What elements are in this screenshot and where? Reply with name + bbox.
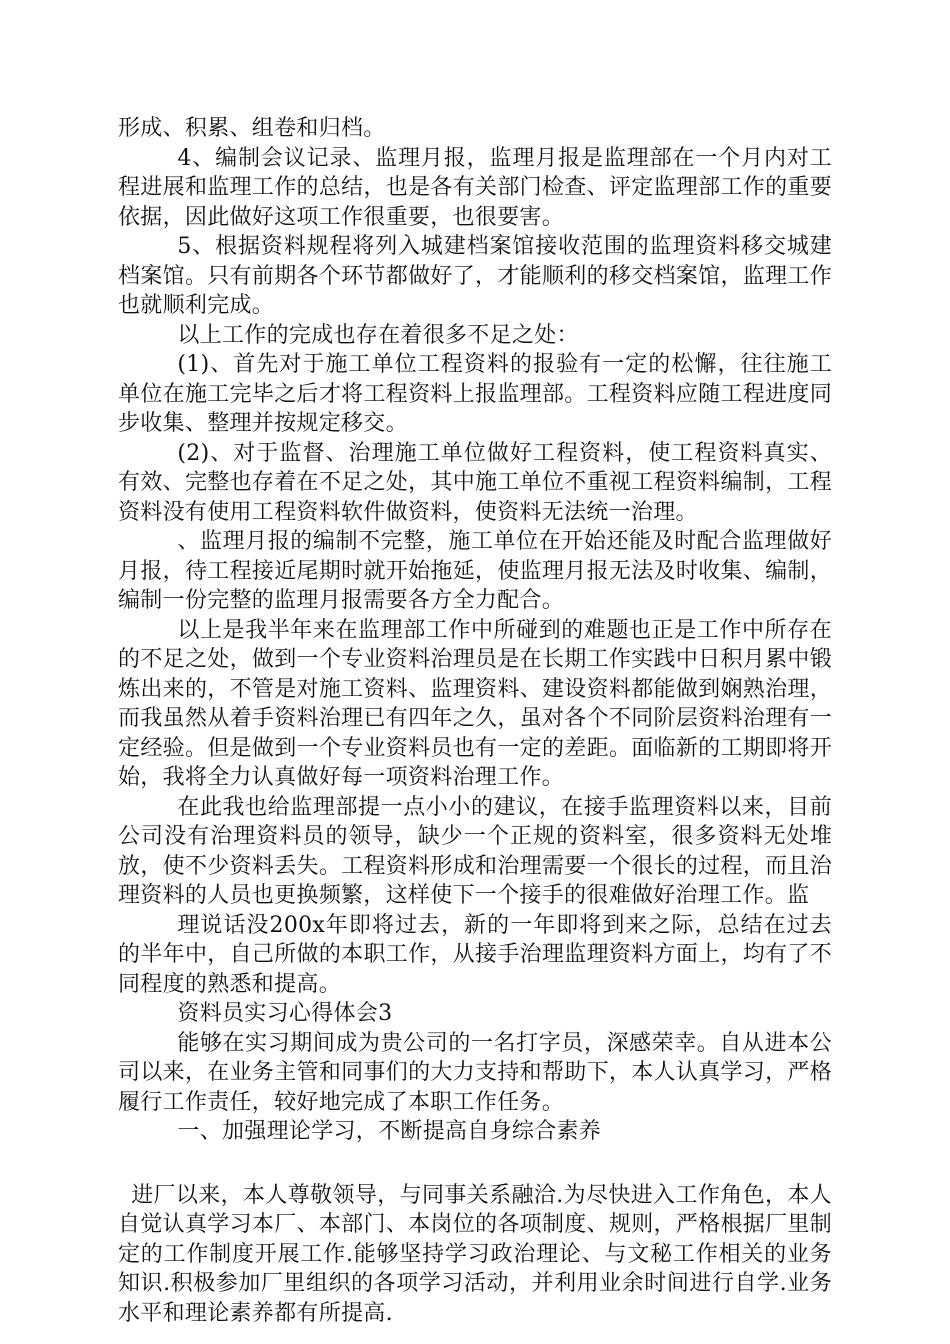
paragraph-monthly-report: 4、编制会议记录、监理月报，监理月报是监理部在一个月内对工程进展和监理工作的总结，也是各有关部门检查、评定监理部工作的重要依据，因此做好这项工作很重要，也很要害。	[118, 145, 832, 230]
paragraph-factory-work: 进厂以来，本人尊敬领导，与同事关系融洽.为尽快进入工作角色，本人自觉认真学习本厂、本部门、本岗位的各项制度、规则，严格根据厂里制定的工作制度开展工作.能够坚持学习政治理论、与文秘工作相关的业务知识.积极参加厂里组织的各项学习活动，并利用业余时间进行自学.业务水平和理论素养都有所提高.	[118, 1182, 832, 1326]
paragraph-shortcoming-3: 、监理月报的编制不完整，施工单位在开始还能及时配合监理做好月报，待工程接近尾期时就开始拖延，使监理月报无法及时收集、编制，编制一份完整的监理月报需要各方全力配合。	[118, 529, 832, 613]
paragraph-shortcoming-2: (2)、对于监督、治理施工单位做好工程资料，使工程资料真实、有效、完整也存着在不足之处，其中施工单位不重视工程资料编制，工程资料没有使用工程资料软件做资料，使资料无法统一治理。	[118, 440, 832, 525]
document-page	[118, 114, 832, 1328]
paragraph-shortcomings-intro: 以上工作的完成也存在着很多不足之处：	[177, 322, 579, 348]
paragraph-internship-intro: 能够在实习期间成为贵公司的一名打字员，深感荣幸。自从进本公司以来，在业务主管和同事们的大力支持和帮助下，本人认真学习，严格履行工作责任，较好地完成了本职工作任务。	[118, 1030, 832, 1115]
blank-line	[118, 1147, 832, 1181]
paragraph-summary: 理说话没200x年即将过去，新的一年即将到来之际，总结在过去的半年中，自己所做的本职工作，从接手治理监理资料方面上，均有了不同程度的熟悉和提高。	[118, 912, 832, 997]
paragraph-reflection: 以上是我半年来在监理部工作中所碰到的难题也正是工作中所存在的不足之处，做到一个专业资料治理员是在长期工作实践中日积月累中锻炼出来的，不管是对施工资料、监理资料、建设资料都能做到娴熟治理，而我虽然从着手资料治理已有四年之久，虽对各个不同阶层资料治理有一定经验。但是做到一个专业资料员也有一定的差距。面临新的工期即将开始，我将全力认真做好每一项资料治理工作。	[118, 617, 832, 790]
paragraph-shortcoming-1: (1)、首先对于施工单位工程资料的报验有一定的松懈，往往施工单位在施工完毕之后才将工程资料上报监理部。工程资料应随工程进度同步收集、整理并按规定移交。	[118, 352, 832, 436]
section-title: 资料员实习心得体会3	[177, 1001, 393, 1026]
paragraph-archive-transfer: 5、根据资料规程将列入城建档案馆接收范围的监理资料移交城建档案馆。只有前期各个环节都做好了，才能顺利的移交档案馆，监理工作也就顺利完成。	[118, 234, 832, 318]
section-heading-theory: 一、加强理论学习，不断提高自身综合素养	[177, 1119, 602, 1144]
paragraph-archiving: 形成、积累、组卷和归档。	[118, 116, 386, 141]
paragraph-suggestion: 在此我也给监理部提一点小小的建议，在接手监理资料以来，目前公司没有治理资料员的领导，缺少一个正规的资料室，很多资料无处堆放，使不少资料丢失。工程资料形成和治理需要一个很长的过程，而且治理资料的人员也更换频繁，这样使下一个接手的很难做好治理工作。监	[118, 794, 832, 908]
